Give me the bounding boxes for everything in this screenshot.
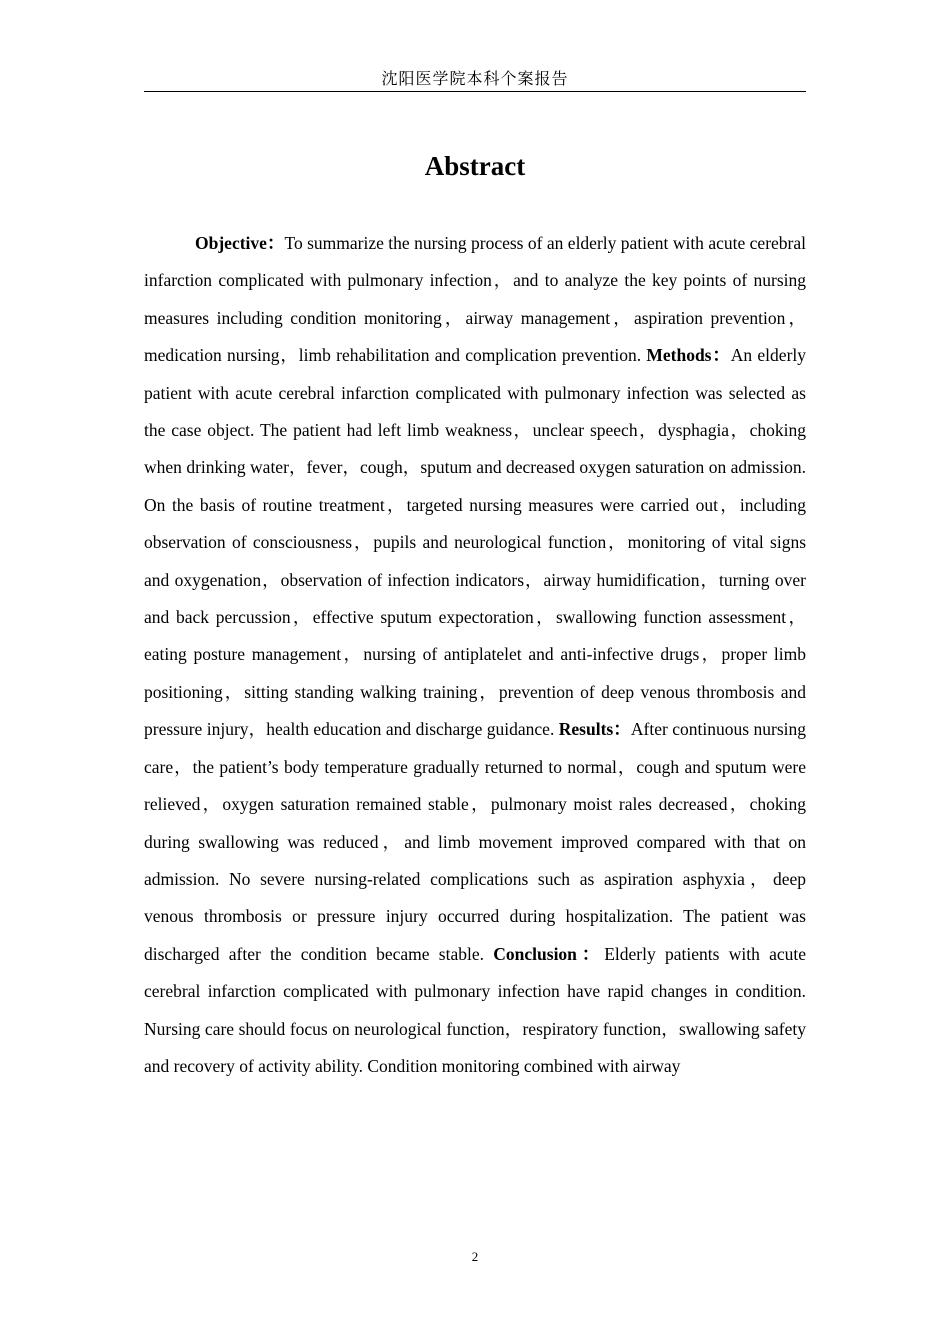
- objective-text: To summarize the nursing process of an elderly patient with acute cerebral infarction complicated with pulmonary infection，and to analyze the key points of nursing measures including condition monitoring，airway management，aspiration prevention，medication nursing，limb rehabilitation and complication prevention.: [144, 233, 807, 366]
- results-separator: ：: [613, 719, 631, 740]
- objective-label: Objective: [195, 233, 267, 253]
- methods-text: An elderly patient with acute cerebral infarction complicated with pulmonary infection was selected as the case object. The patient had left limb weakness，unclear speech，dysphagia，choking when drinking water，fever，cough，sputum and decreased oxygen saturation on admission. On the basis of routine treatment，targeted nursing measures were carried out，including observation of consciousness，pupils and neurological function，monitoring of vital signs and oxygenation，observation of infection indicators，airway humidification，turning over and back percussion，effective sputum expectoration，swallowing function assessment，eating posture management，nursing of antiplatelet and anti-infective drugs，proper limb positioning，sitting standing walking training，prevention of deep venous thrombosis and pressure injury，health education and discharge guidance.: [144, 345, 807, 740]
- objective-separator: ：: [266, 233, 285, 253]
- conclusion-label: Conclusion: [493, 943, 577, 964]
- page-number: 2: [471, 1249, 479, 1264]
- page-header: [144, 66, 806, 92]
- results-label: Results: [558, 719, 614, 740]
- conclusion-text: Elderly patients with acute cerebral infarction complicated with pulmonary infection have rapid changes in condition. Nursing care should focus on neurological function，respiratory function，swallowing safety and recovery of activity ability. Condition monitoring combined with airway: [144, 943, 806, 1076]
- abstract-title: Abstract: [424, 151, 526, 181]
- methods-label: Methods: [646, 345, 712, 366]
- abstract-body: [144, 225, 806, 1085]
- methods-separator: ：: [711, 345, 731, 366]
- header-text: 沈阳医学院本科个案报告: [381, 69, 569, 88]
- conclusion-separator: ：: [576, 943, 605, 964]
- results-text: After continuous nursing care，the patient’s body temperature gradually returned to normal，cough and sputum were relieved，oxygen saturation remained stable，pulmonary moist rales decreased，choking during swallowing was reduced，and limb movement improved compared with that on admission. No severe nursing-related complications such as aspiration asphyxia，deep venous thrombosis or pressure injury occurred during hospitalization. The patient was discharged after the condition became stable.: [144, 719, 806, 964]
